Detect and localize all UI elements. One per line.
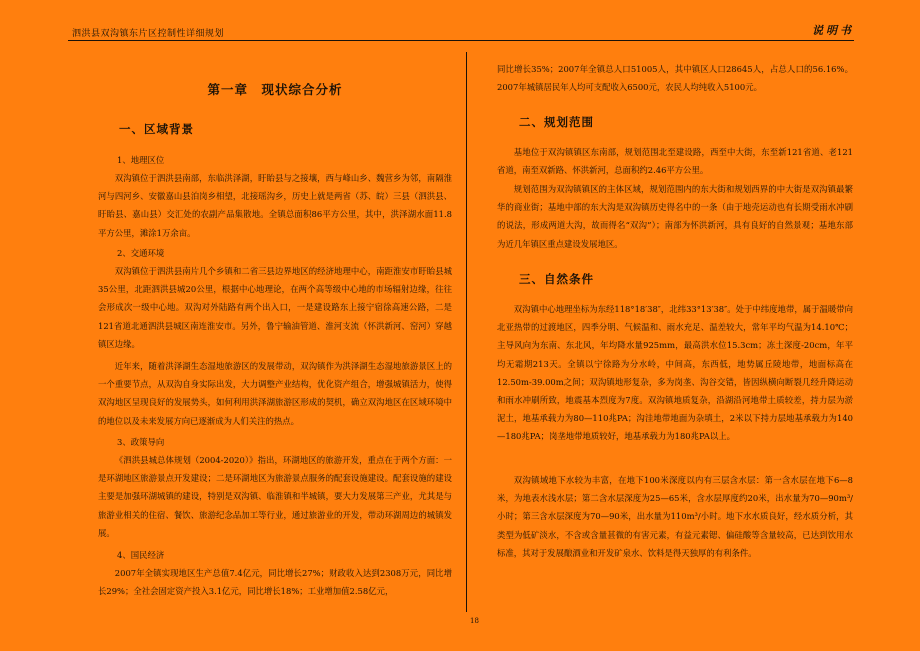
page-header-label: 说明书 xyxy=(812,24,854,37)
section-title-regional-background: 一、区域背景 xyxy=(119,122,194,136)
paragraph-policy: 《泗洪县城总体规划（2004-2020）》指出，环湖地区的旅游开发，重点在于两个方面：一是环湖地区旅游景点开发建设；二是环湖地区为旅游景点服务的配套设施建设。配套设施的建设主要是加强环湖城镇的建设，特别是双沟镇、临淮镇和半城镇，要大力发展第三产业，尤其是与旅游业相关的住宿、餐饮、旅游纪念品加工等行业，通过旅游业的开发，带动环湖周边的城镇发展。 xyxy=(98,455,452,538)
paragraph-scope-detail: 规划范围为双沟镇镇区的主体区域，规划范围内的东大街和规划西界的中大街是双沟镇最繁华的商业街；基地中部的东大沟是双沟镇历史得名中的一条（由于地壳运动也有长期受雨水冲刷的说法，形成两道大沟，故而得名“双沟”）；南部为怀洪新河，具有良好的自然景观；基地东部为近几年镇区重点建设发展地区。 xyxy=(497,184,853,249)
subsection-title-location: 1、地理区位 xyxy=(117,155,165,165)
paragraph-location: 双沟镇位于泗洪县南部，东临洪泽湖，盱眙县与之接壤，西与峰山乡、魏营乡为邻，南隔淮河与四河乡、安徽嘉山县泊岗乡相望，北接瑶沟乡，历史上就是两省（苏、皖）三县（泗洪县、盱眙县、嘉山县）交汇处的农副产品集散地。全镇总面积86平方公里，其中，洪泽湖水面11.8平方公里，滩涂1万余亩。 xyxy=(98,173,452,238)
section-title-natural-conditions: 三、自然条件 xyxy=(519,272,594,286)
subsection-title-transport: 2、交通环境 xyxy=(117,248,165,258)
paragraph-economy-continued: 同比增长35%；2007年全镇总人口51005人，其中镇区人口28645人，占总人口的56.16%。2007年城镇居民年人均可支配收入6500元，农民人均纯收入5100元。 xyxy=(497,64,853,93)
page-header-title: 泗洪县双沟镇东片区控制性详细规划 xyxy=(72,29,225,39)
column-divider xyxy=(466,52,467,612)
header-rule xyxy=(68,40,854,41)
subsection-title-policy: 3、政策导向 xyxy=(117,437,165,447)
paragraph-economy: 2007年全镇实现地区生产总值7.4亿元，同比增长27%；财政收入达到2308万元，同比增长29%；全社会固定资产投入3.1亿元，同比增长18%；工业增加值2.58亿元， xyxy=(98,568,452,597)
subsection-title-economy: 4、国民经济 xyxy=(117,550,165,560)
section-title-planning-scope: 二、规划范围 xyxy=(519,115,594,129)
paragraph-climate-geology: 双沟镇中心地理坐标为东经118°18′38″，北纬33°13′38″。处于中纬度地带，属于温暖带向北亚热带的过渡地区，四季分明、气候温和、雨水充足、温差较大，常年平均气温为14.10℃；主导风向为东南、东北风，年均降水量925mm，最高洪水位15.3cm；冻土深度-20cm，年平均无霜期213天。全镇以宁徐路为分水岭，中间高，东西低，地势属丘陵地带，地面标高在12.50m-39.00m之间；双沟镇地形复杂，多为岗垄、沟谷交错，皆因纵横向断裂几经升降运动和雨水冲刷所致，地震基本烈度为7度。双沟镇地质复杂，沿湖沿河地带土质较差，持力层为淤泥土，地基承载力为80—110兆PA；沟洼地带地面为杂填土，2米以下持力层地基承载力为140—180兆PA；岗垄地带地质较好，地基承载力为180兆PA以上。 xyxy=(497,304,853,442)
paragraph-groundwater: 双沟镇域地下水较为丰富，在地下100米深度以内有三层含水层：第一含水层在地下6—8米，为地表水浅水层；第二含水层深度为25—65米，含水层厚度约20米，出水量为70—90m³/小时；第三含水层深度为70—90米，出水量为110m³/小时。地下水水质良好，经水质分析，其类型为低矿淡水，不含或含量甚微的有害元素，有益元素锶、偏硅酸等含量较高，已达到饮用水标准，其对于发展酿酒业和开发矿泉水、饮料是得天独厚的有利条件。 xyxy=(497,475,853,558)
paragraph-tourism: 近年来，随着洪泽湖生态湿地旅游区的发展带动，双沟镇作为洪泽湖生态湿地旅游景区上的一个重要节点，从双沟自身实际出发，大力调整产业结构，优化资产组合，增强城镇活力，使得双沟地区呈现良好的发展势头，如何利用洪泽湖旅游区形成的契机，确立双沟地区在区域环境中的地位以及未来发展方向已逐渐成为人们关注的热点。 xyxy=(98,361,452,426)
paragraph-scope-boundary: 基地位于双沟镇镇区东南部，规划范围北至建设路，西至中大街，东至新121省道、老121省道，南至双新路、怀洪新河，总面积约2.46平方公里。 xyxy=(497,147,853,176)
paragraph-transport: 双沟镇位于泗洪县南片几个乡镇和二省三县边界地区的经济地理中心，南距淮安市盱眙县城35公里，北距泗洪县城20公里，根据中心地理论，在两个高等级中心地的市场辐射边缘，往往会形成次一级中心地。双沟对外陆路有两个出入口，一是建设路东上接宁宿徐高速公路，二是121省道北通泗洪县城区南连淮安市。另外，鲁宁输油管道、淮河支流（怀洪新河、窑河）穿越镇区边缘。 xyxy=(98,266,452,349)
page-number: 18 xyxy=(470,617,479,625)
chapter-title: 第一章 现状综合分析 xyxy=(207,82,343,97)
